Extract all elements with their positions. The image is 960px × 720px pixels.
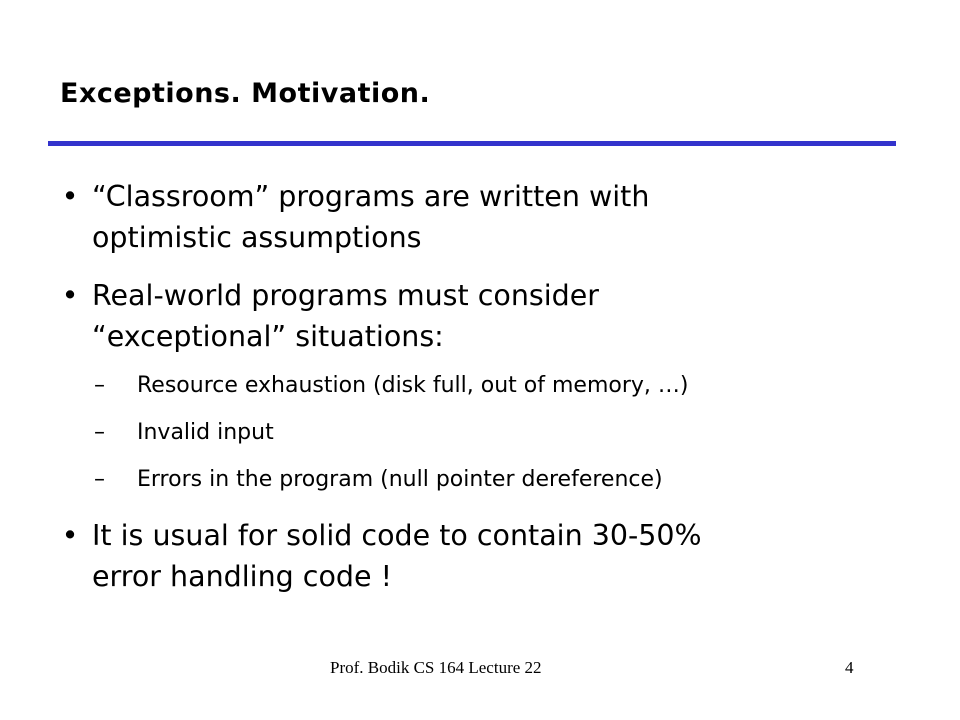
sub-item-text: Errors in the program (null pointer dereference) [137, 467, 663, 492]
bullet-icon: • [61, 279, 79, 312]
sub-item-invalid-input [0, 418, 960, 448]
bullet-icon: • [61, 180, 79, 213]
sub-item-text: Invalid input [137, 420, 274, 445]
page-number: 4 [845, 658, 854, 677]
bullet-item-error-handling [0, 515, 960, 599]
bullet-line: It is usual for solid code to contain 30-50% [92, 519, 702, 552]
bullet-line: “exceptional” situations: [92, 320, 444, 353]
footer-text: Prof. Bodik CS 164 Lecture 22 [330, 658, 542, 677]
bullet-line: “Classroom” programs are written with [92, 180, 650, 213]
bullet-icon: • [61, 519, 79, 552]
dash-icon: – [94, 420, 105, 445]
bullet-line: optimistic assumptions [92, 221, 422, 254]
title-underline [48, 141, 896, 146]
sub-item-resource-exhaustion [0, 371, 960, 401]
bullet-item-real-world [0, 275, 960, 359]
slide-title: Exceptions. Motivation. [60, 78, 431, 109]
sub-item-program-errors [0, 465, 960, 495]
bullet-item-classroom [0, 176, 960, 260]
sub-item-text: Resource exhaustion (disk full, out of memory, …) [137, 373, 689, 398]
bullet-line: error handling code ! [92, 560, 393, 593]
dash-icon: – [94, 373, 105, 398]
dash-icon: – [94, 467, 105, 492]
bullet-line: Real-world programs must consider [92, 279, 600, 312]
